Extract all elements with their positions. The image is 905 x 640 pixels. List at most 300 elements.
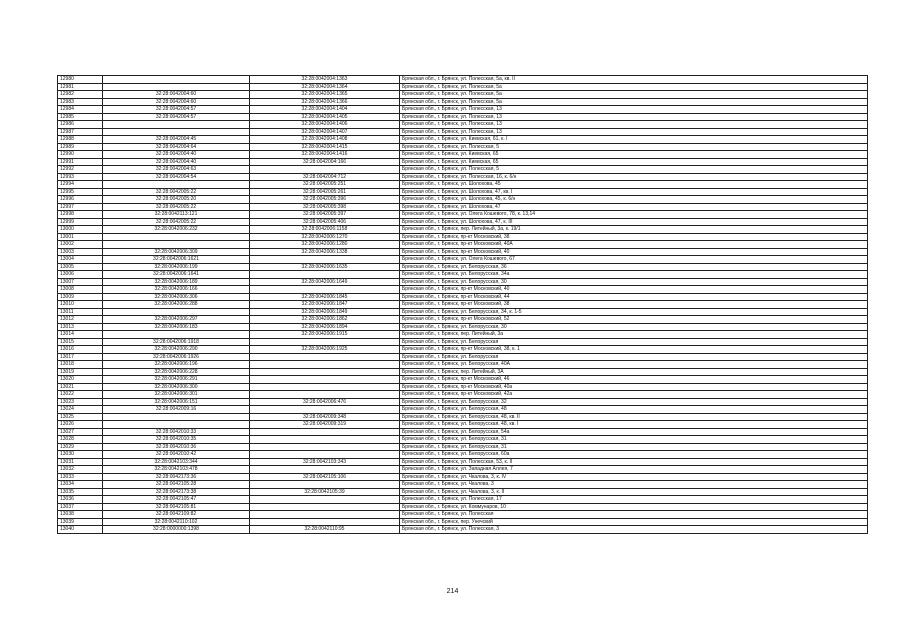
table-row [58, 203, 868, 211]
table-row [58, 443, 868, 451]
address-cell: Брянская обл., г. Брянск, ул. Чкалова, 3, к. IV [400, 473, 868, 481]
table-row [58, 368, 868, 376]
table-row [58, 323, 868, 331]
table-row [58, 376, 868, 384]
address-cell: Брянская обл., г. Брянск, ул. Полесская, 5 [400, 166, 868, 174]
parcel-cadastral-number-cell: 32:28:0042006:151 [103, 398, 250, 406]
object-cadastral-number-cell: 32:28:0042004:1407 [250, 128, 400, 136]
table-row [58, 503, 868, 511]
address-cell: Брянская обл., г. Брянск, ул. Киевская, 65 [400, 151, 868, 159]
address-cell: Брянская обл., г. Брянск, пр-кт Московский, 40а [400, 383, 868, 391]
table-row [58, 158, 868, 166]
parcel-cadastral-number-cell [103, 76, 250, 84]
row-number-cell: 13026 [58, 421, 103, 429]
table-row [58, 398, 868, 406]
table-row [58, 466, 868, 474]
address-cell: Брянская обл., г. Брянск, пр-кт Московский, 40 [400, 248, 868, 256]
object-cadastral-number-cell: 32:28:0042006:1338 [250, 248, 400, 256]
object-cadastral-number-cell [250, 383, 400, 391]
parcel-cadastral-number-cell: 32:28:0042004:64 [103, 143, 250, 151]
row-number-cell: 12999 [58, 218, 103, 226]
row-number-cell: 13010 [58, 301, 103, 309]
object-cadastral-number-cell [250, 443, 400, 451]
table-row [58, 188, 868, 196]
object-cadastral-number-cell [250, 496, 400, 504]
address-cell: Брянская обл., г. Брянск, ул. Полесская, 5 [400, 143, 868, 151]
row-number-cell: 12988 [58, 136, 103, 144]
parcel-cadastral-number-cell: 32:28:0042006:1926 [103, 353, 250, 361]
table-row [58, 211, 868, 219]
address-cell: Брянская обл., г. Брянск, ул. Белорусская, 48, кв. I [400, 421, 868, 429]
row-number-cell: 13025 [58, 413, 103, 421]
registry-table-body [58, 76, 868, 534]
table-row [58, 451, 868, 459]
address-cell: Брянская обл., г. Брянск, ул. Полесская, 13 [400, 121, 868, 129]
table-row [58, 428, 868, 436]
address-cell: Брянская обл., г. Брянск, ул. Полесская, 13 [400, 128, 868, 136]
object-cadastral-number-cell [250, 518, 400, 526]
object-cadastral-number-cell: 32:28:0042006:1158 [250, 226, 400, 234]
object-cadastral-number-cell [250, 166, 400, 174]
table-row [58, 83, 868, 91]
object-cadastral-number-cell [250, 286, 400, 294]
parcel-cadastral-number-cell: 32:28:0042006:196 [103, 361, 250, 369]
page-number: 214 [446, 588, 459, 595]
object-cadastral-number-cell [250, 436, 400, 444]
address-cell: Брянская обл., г. Брянск, ул. Шолохова, 45, к. 6/н [400, 196, 868, 204]
parcel-cadastral-number-cell: 32:28:0042006:228 [103, 368, 250, 376]
address-cell: Брянская обл., г. Брянск, ул. Чкалова, 3, к. II [400, 488, 868, 496]
row-number-cell: 13029 [58, 443, 103, 451]
table-row [58, 121, 868, 129]
object-cadastral-number-cell: 32:28:0042105:39 [250, 488, 400, 496]
row-number-cell: 13002 [58, 241, 103, 249]
row-number-cell: 12986 [58, 121, 103, 129]
object-cadastral-number-cell: 32:28:0042005:251 [250, 181, 400, 189]
object-cadastral-number-cell [250, 511, 400, 519]
parcel-cadastral-number-cell: 32:28:0042010:33 [103, 428, 250, 436]
row-number-cell: 13036 [58, 496, 103, 504]
row-number-cell: 12981 [58, 83, 103, 91]
parcel-cadastral-number-cell: 32:28:0042006:297 [103, 316, 250, 324]
address-cell: Брянская обл., г. Брянск, пр-кт Московский, 46 [400, 376, 868, 384]
table-row [58, 98, 868, 106]
row-number-cell: 13004 [58, 256, 103, 264]
row-number-cell: 13006 [58, 271, 103, 279]
row-number-cell: 13030 [58, 451, 103, 459]
table-row [58, 196, 868, 204]
table-row [58, 278, 868, 286]
row-number-cell: 13018 [58, 361, 103, 369]
object-cadastral-number-cell: 32:28:0042006:1270 [250, 233, 400, 241]
parcel-cadastral-number-cell: 32:28:0042113:121 [103, 211, 250, 219]
table-row [58, 488, 868, 496]
object-cadastral-number-cell [250, 368, 400, 376]
table-row [58, 173, 868, 181]
address-cell: Брянская обл., г. Брянск, пр-кт Московский, 40 [400, 286, 868, 294]
object-cadastral-number-cell: 32:28:0042006:1915 [250, 331, 400, 339]
table-row [58, 511, 868, 519]
table-row [58, 436, 868, 444]
row-number-cell: 13034 [58, 481, 103, 489]
table-row [58, 248, 868, 256]
address-cell: Брянская обл., г. Брянск, пр-кт Московский, 40А [400, 241, 868, 249]
table-row [58, 458, 868, 466]
row-number-cell: 13039 [58, 518, 103, 526]
parcel-cadastral-number-cell: 32:28:0042004:60 [103, 98, 250, 106]
address-cell: Брянская обл., г. Брянск, ул. Белорусская, 48, кв. II [400, 413, 868, 421]
row-number-cell: 13040 [58, 526, 103, 534]
parcel-cadastral-number-cell: 32:28:0042005:22 [103, 203, 250, 211]
row-number-cell: 13005 [58, 263, 103, 271]
table-row [58, 346, 868, 354]
parcel-cadastral-number-cell: 32:28:0042006:300 [103, 383, 250, 391]
object-cadastral-number-cell [250, 338, 400, 346]
parcel-cadastral-number-cell: 32:28:0042005:20 [103, 196, 250, 204]
parcel-cadastral-number-cell: 32:28:0042004:45 [103, 136, 250, 144]
address-cell: Брянская обл., г. Брянск, пр-кт Московский, 44 [400, 293, 868, 301]
address-cell: Брянская обл., г. Брянск, ул. Полесская, 5а [400, 98, 868, 106]
address-cell: Брянская обл., г. Брянск, пр-кт Московский, 38, к. 1 [400, 346, 868, 354]
object-cadastral-number-cell: 32:28:0042006:1847 [250, 301, 400, 309]
table-row [58, 518, 868, 526]
address-cell: Брянская обл., г. Брянск, ул. Белорусская, 48 [400, 406, 868, 414]
object-cadastral-number-cell [250, 503, 400, 511]
row-number-cell: 13008 [58, 286, 103, 294]
object-cadastral-number-cell: 32:28:0042005:398 [250, 203, 400, 211]
address-cell: Брянская обл., г. Брянск, ул. Полесская, 17 [400, 496, 868, 504]
address-cell: Брянская обл., г. Брянск, пер. Унечский [400, 518, 868, 526]
parcel-cadastral-number-cell [103, 308, 250, 316]
table-row [58, 113, 868, 121]
row-number-cell: 12985 [58, 113, 103, 121]
parcel-cadastral-number-cell: 32:28:0042109:82 [103, 511, 250, 519]
row-number-cell: 13024 [58, 406, 103, 414]
table-row [58, 391, 868, 399]
parcel-cadastral-number-cell [103, 121, 250, 129]
row-number-cell: 13023 [58, 398, 103, 406]
row-number-cell: 13027 [58, 428, 103, 436]
table-row [58, 331, 868, 339]
row-number-cell: 13020 [58, 376, 103, 384]
row-number-cell: 12990 [58, 151, 103, 159]
table-row [58, 233, 868, 241]
row-number-cell: 13031 [58, 458, 103, 466]
parcel-cadastral-number-cell: 32:28:0042006:189 [103, 278, 250, 286]
row-number-cell: 12998 [58, 211, 103, 219]
address-cell: Брянская обл., г. Брянск, ул. Полесская, 5а [400, 83, 868, 91]
address-cell: Брянская обл., г. Брянск, ул. Белорусская, 60а [400, 451, 868, 459]
row-number-cell: 12995 [58, 188, 103, 196]
address-cell: Брянская обл., г. Брянск, ул. Белорусская, 36 [400, 263, 868, 271]
table-row [58, 421, 868, 429]
object-cadastral-number-cell: 32:28:0042103:343 [250, 458, 400, 466]
parcel-cadastral-number-cell: 32:28:0042173:38 [103, 488, 250, 496]
address-cell: Брянская обл., г. Брянск, ул. Полесская, 13 [400, 106, 868, 114]
row-number-cell: 12994 [58, 181, 103, 189]
address-cell: Брянская обл., г. Брянск, пр-кт Московский, 52 [400, 316, 868, 324]
parcel-cadastral-number-cell: 32:28:0042103:478 [103, 466, 250, 474]
parcel-cadastral-number-cell: 32:28:0042110:102 [103, 518, 250, 526]
row-number-cell: 13013 [58, 323, 103, 331]
object-cadastral-number-cell: 32:28:0042004:1404 [250, 106, 400, 114]
address-cell: Брянская обл., г. Брянск, ул. Белорусская, 30 [400, 278, 868, 286]
address-cell: Брянская обл., г. Брянск, ул. Киевская, 65 [400, 158, 868, 166]
row-number-cell: 12983 [58, 98, 103, 106]
object-cadastral-number-cell: 32:28:0042006:1862 [250, 316, 400, 324]
table-row [58, 293, 868, 301]
table-row [58, 406, 868, 414]
address-cell: Брянская обл., г. Брянск, ул. Олега Кошевого, 78, к. 13,14 [400, 211, 868, 219]
object-cadastral-number-cell [250, 376, 400, 384]
object-cadastral-number-cell: 32:28:0042004:1415 [250, 143, 400, 151]
row-number-cell: 12992 [58, 166, 103, 174]
parcel-cadastral-number-cell: 32:28:0042006:306 [103, 293, 250, 301]
table-row [58, 91, 868, 99]
parcel-cadastral-number-cell: 32:28:0042006:291 [103, 376, 250, 384]
table-row [58, 338, 868, 346]
object-cadastral-number-cell: 32:28:0042006:1280 [250, 241, 400, 249]
table-row [58, 166, 868, 174]
parcel-cadastral-number-cell: 32:28:0042004:63 [103, 166, 250, 174]
row-number-cell: 13038 [58, 511, 103, 519]
row-number-cell: 13000 [58, 226, 103, 234]
table-row [58, 218, 868, 226]
object-cadastral-number-cell: 32:28:0042009:348 [250, 413, 400, 421]
parcel-cadastral-number-cell: 32:28:0000000:1398 [103, 526, 250, 534]
table-row [58, 413, 868, 421]
parcel-cadastral-number-cell: 32:28:0042004:40 [103, 151, 250, 159]
object-cadastral-number-cell [250, 353, 400, 361]
parcel-cadastral-number-cell: 32:28:0042105:47 [103, 496, 250, 504]
parcel-cadastral-number-cell: 32:28:0042010:35 [103, 436, 250, 444]
row-number-cell: 13017 [58, 353, 103, 361]
parcel-cadastral-number-cell: 32:28:0042006:166 [103, 286, 250, 294]
row-number-cell: 13032 [58, 466, 103, 474]
table-row [58, 271, 868, 279]
table-row [58, 383, 868, 391]
address-cell: Брянская обл., г. Брянск, ул. Полесская, 16, к. 6/н [400, 173, 868, 181]
address-cell: Брянская обл., г. Брянск, ул. Шолохова, 47 [400, 203, 868, 211]
object-cadastral-number-cell: 32:28:0042006:1849 [250, 308, 400, 316]
address-cell: Брянская обл., г. Брянск, ул. Чкалова, 3 [400, 481, 868, 489]
address-cell: Брянская обл., г. Брянск, ул. Шолохова, 45 [400, 181, 868, 189]
address-cell: Брянская обл., г. Брянск, пер. Литейный, 3а, к. 19/1 [400, 226, 868, 234]
object-cadastral-number-cell: 32:28:0042006:1845 [250, 293, 400, 301]
registry-table [57, 75, 868, 534]
address-cell: Брянская обл., г. Брянск, ул. Западная Аллея, 7 [400, 466, 868, 474]
row-number-cell: 13003 [58, 248, 103, 256]
table-row [58, 263, 868, 271]
address-cell: Брянская обл., г. Брянск, пр-кт Московский, 38 [400, 301, 868, 309]
object-cadastral-number-cell: 32:28:0042004:1406 [250, 121, 400, 129]
row-number-cell: 12996 [58, 196, 103, 204]
table-row [58, 136, 868, 144]
row-number-cell: 13007 [58, 278, 103, 286]
object-cadastral-number-cell [250, 406, 400, 414]
row-number-cell: 13021 [58, 383, 103, 391]
address-cell: Брянская обл., г. Брянск, ул. Белорусская, 34а [400, 271, 868, 279]
parcel-cadastral-number-cell: 32:28:0042009:16 [103, 406, 250, 414]
address-cell: Брянская обл., г. Брянск, пр-кт Московский, 38 [400, 233, 868, 241]
parcel-cadastral-number-cell: 32:28:0042004:40 [103, 158, 250, 166]
table-row [58, 226, 868, 234]
parcel-cadastral-number-cell [103, 331, 250, 339]
row-number-cell: 13009 [58, 293, 103, 301]
parcel-cadastral-number-cell [103, 233, 250, 241]
row-number-cell: 12987 [58, 128, 103, 136]
address-cell: Брянская обл., г. Брянск, пер. Литейный, 3А [400, 368, 868, 376]
parcel-cadastral-number-cell [103, 128, 250, 136]
row-number-cell: 12980 [58, 76, 103, 84]
table-row [58, 128, 868, 136]
address-cell: Брянская обл., г. Брянск, ул. Олега Кошевого, 67 [400, 256, 868, 264]
row-number-cell: 12991 [58, 158, 103, 166]
parcel-cadastral-number-cell: 32:28:0042004:57 [103, 106, 250, 114]
parcel-cadastral-number-cell: 32:28:0042103:344 [103, 458, 250, 466]
parcel-cadastral-number-cell: 32:28:0042006:232 [103, 226, 250, 234]
address-cell: Брянская обл., г. Брянск, ул. Белорусская [400, 338, 868, 346]
table-row [58, 353, 868, 361]
row-number-cell: 13035 [58, 488, 103, 496]
object-cadastral-number-cell [250, 256, 400, 264]
object-cadastral-number-cell: 32:28:0042004:1408 [250, 136, 400, 144]
row-number-cell: 13028 [58, 436, 103, 444]
parcel-cadastral-number-cell: 32:28:0042005:22 [103, 188, 250, 196]
parcel-cadastral-number-cell: 32:28:0042006:290 [103, 346, 250, 354]
table-row [58, 316, 868, 324]
address-cell: Брянская обл., г. Брянск, ул. Белорусская, 32 [400, 398, 868, 406]
row-number-cell: 13012 [58, 316, 103, 324]
parcel-cadastral-number-cell: 32:28:0042006:1918 [103, 338, 250, 346]
parcel-cadastral-number-cell: 32:28:0042006:1641 [103, 271, 250, 279]
row-number-cell: 13001 [58, 233, 103, 241]
table-row [58, 308, 868, 316]
address-cell: Брянская обл., г. Брянск, ул. Шолохова, 47, к. III [400, 218, 868, 226]
address-cell: Брянская обл., г. Брянск, ул. Белорусская, 31 [400, 443, 868, 451]
address-cell: Брянская обл., г. Брянск, пр-кт Московский, 42а [400, 391, 868, 399]
object-cadastral-number-cell: 32:28:0042105:106 [250, 473, 400, 481]
parcel-cadastral-number-cell [103, 413, 250, 421]
address-cell: Брянская обл., г. Брянск, ул. Белорусская [400, 353, 868, 361]
row-number-cell: 13033 [58, 473, 103, 481]
object-cadastral-number-cell [250, 361, 400, 369]
table-row [58, 473, 868, 481]
address-cell: Брянская обл., г. Брянск, ул. Шолохова, 47, кв. I [400, 188, 868, 196]
object-cadastral-number-cell: 32:28:0042110:95 [250, 526, 400, 534]
parcel-cadastral-number-cell: 32:28:0042105:81 [103, 503, 250, 511]
row-number-cell: 13011 [58, 308, 103, 316]
address-cell: Брянская обл., г. Брянск, ул. Полесская, 5а [400, 91, 868, 99]
address-cell: Брянская обл., г. Брянск, ул. Полесская, 53, к. II [400, 458, 868, 466]
table-row [58, 76, 868, 84]
address-cell: Брянская обл., г. Брянск, ул. Полесская, 5а, кв. II [400, 76, 868, 84]
address-cell: Брянская обл., г. Брянск, ул. Полесская [400, 511, 868, 519]
object-cadastral-number-cell [250, 428, 400, 436]
table-row [58, 256, 868, 264]
object-cadastral-number-cell [250, 466, 400, 474]
parcel-cadastral-number-cell: 32:28:0042004:54 [103, 173, 250, 181]
object-cadastral-number-cell: 32:28:0042006:476 [250, 398, 400, 406]
address-cell: Брянская обл., г. Брянск, ул. Киевская, 61, к. I [400, 136, 868, 144]
row-number-cell: 13022 [58, 391, 103, 399]
object-cadastral-number-cell: 32:28:0042006:1649 [250, 278, 400, 286]
table-row [58, 301, 868, 309]
object-cadastral-number-cell [250, 451, 400, 459]
address-cell: Брянская обл., г. Брянск, ул. Белорусская, 40А [400, 361, 868, 369]
address-cell: Брянская обл., г. Брянск, ул. Белорусская, 31 [400, 436, 868, 444]
address-cell: Брянская обл., г. Брянск, ул. Белорусская, 30 [400, 323, 868, 331]
object-cadastral-number-cell: 32:28:0042004:1416 [250, 151, 400, 159]
parcel-cadastral-number-cell: 32:28:0042006:309 [103, 248, 250, 256]
row-number-cell: 12984 [58, 106, 103, 114]
parcel-cadastral-number-cell: 32:28:0042010:36 [103, 443, 250, 451]
parcel-cadastral-number-cell: 32:28:0042004:57 [103, 113, 250, 121]
parcel-cadastral-number-cell: 32:28:0042006:1621 [103, 256, 250, 264]
table-row [58, 286, 868, 294]
row-number-cell: 12993 [58, 173, 103, 181]
object-cadastral-number-cell: 32:28:0042004:1405 [250, 113, 400, 121]
object-cadastral-number-cell: 32:28:0042005:397 [250, 211, 400, 219]
parcel-cadastral-number-cell: 32:28:0042006:288 [103, 301, 250, 309]
parcel-cadastral-number-cell: 32:28:0042010:42 [103, 451, 250, 459]
object-cadastral-number-cell: 32:28:0042005:261 [250, 188, 400, 196]
row-number-cell: 12982 [58, 91, 103, 99]
object-cadastral-number-cell: 32:28:0042005:406 [250, 218, 400, 226]
parcel-cadastral-number-cell: 32:28:0042006:199 [103, 263, 250, 271]
table-row [58, 481, 868, 489]
address-cell: Брянская обл., г. Брянск, ул. Полесская, 3 [400, 526, 868, 534]
address-cell: Брянская обл., г. Брянск, ул. Белорусская, 34, к. 1-5 [400, 308, 868, 316]
row-number-cell: 13016 [58, 346, 103, 354]
object-cadastral-number-cell [250, 391, 400, 399]
address-cell: Брянская обл., г. Брянск, ул. Белорусская, 54а [400, 428, 868, 436]
table-row [58, 106, 868, 114]
object-cadastral-number-cell: 32:28:0042004:1363 [250, 76, 400, 84]
object-cadastral-number-cell: 32:28:0042005:396 [250, 196, 400, 204]
address-cell: Брянская обл., г. Брянск, ул. Коммунаров, 10 [400, 503, 868, 511]
parcel-cadastral-number-cell: 32:28:0042105:28 [103, 481, 250, 489]
parcel-cadastral-number-cell [103, 421, 250, 429]
table-row [58, 181, 868, 189]
table-row [58, 526, 868, 534]
parcel-cadastral-number-cell: 32:28:0042006:301 [103, 391, 250, 399]
row-number-cell: 12997 [58, 203, 103, 211]
parcel-cadastral-number-cell: 32:28:0042004:60 [103, 91, 250, 99]
object-cadastral-number-cell: 32:28:0042004:1365 [250, 91, 400, 99]
table-row [58, 361, 868, 369]
table-row [58, 241, 868, 249]
row-number-cell: 13014 [58, 331, 103, 339]
object-cadastral-number-cell: 32:28:0042006:1635 [250, 263, 400, 271]
table-row [58, 496, 868, 504]
parcel-cadastral-number-cell: 32:28:0042005:22 [103, 218, 250, 226]
object-cadastral-number-cell [250, 481, 400, 489]
table-row [58, 143, 868, 151]
row-number-cell: 13015 [58, 338, 103, 346]
object-cadastral-number-cell: 32:28:0042004:166 [250, 158, 400, 166]
object-cadastral-number-cell: 32:28:0042009:319 [250, 421, 400, 429]
parcel-cadastral-number-cell: 32:28:0042006:183 [103, 323, 250, 331]
object-cadastral-number-cell: 32:28:0042004:1366 [250, 98, 400, 106]
object-cadastral-number-cell: 32:28:0042006:1894 [250, 323, 400, 331]
row-number-cell: 13037 [58, 503, 103, 511]
object-cadastral-number-cell: 32:28:0042004:1364 [250, 83, 400, 91]
address-cell: Брянская обл., г. Брянск, пер. Литейный, 3а [400, 331, 868, 339]
parcel-cadastral-number-cell [103, 241, 250, 249]
row-number-cell: 13019 [58, 368, 103, 376]
row-number-cell: 12989 [58, 143, 103, 151]
